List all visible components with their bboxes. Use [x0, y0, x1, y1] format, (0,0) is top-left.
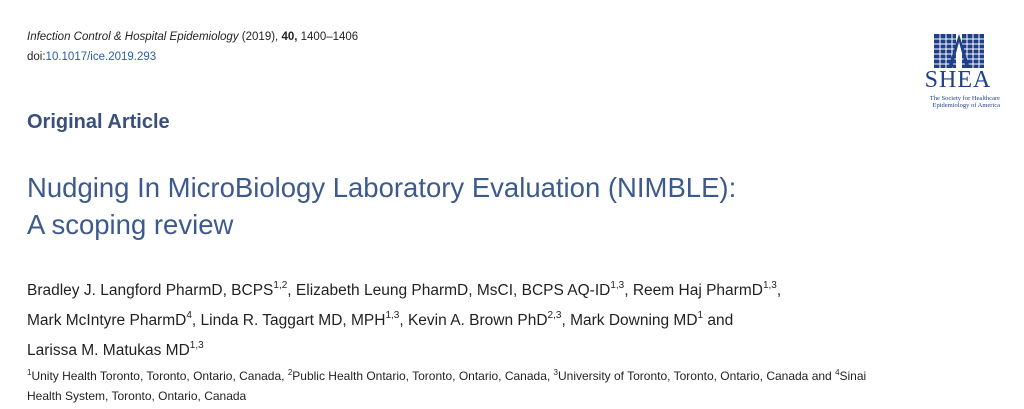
author-list — [27, 277, 987, 367]
journal-name: Infection Control & Hospital Epidemiology — [27, 31, 239, 43]
journal-year: (2019), — [241, 31, 279, 43]
author-affil-sup: 1,3 — [762, 280, 777, 291]
affiliations — [27, 367, 997, 405]
author-affil-sup: 4 — [186, 310, 192, 321]
author-affil-sup: 1,2 — [273, 280, 288, 291]
journal-citation — [27, 31, 358, 43]
author-text: , Reem Haj PharmD — [624, 282, 763, 299]
affil-sup: 2 — [287, 368, 293, 377]
affil-text: University of Toronto, Toronto, Ontario, Canada and — [558, 369, 836, 383]
title-line-1: Nudging In MicroBiology Laboratory Evaluation (NIMBLE): — [27, 172, 737, 203]
author-text: Larissa M. Matukas MD — [27, 342, 190, 359]
affil-text: Unity Health Toronto, Toronto, Ontario, Canada, — [31, 369, 288, 383]
affil-text: Public Health Ontario, Toronto, Ontario, Canada, — [292, 369, 554, 383]
affil-sup: 3 — [553, 368, 558, 377]
doi-link[interactable]: 10.1017/ice.2019.293 — [45, 51, 157, 63]
author-text: Mark McIntyre PharmD — [27, 312, 187, 329]
article-title — [27, 169, 927, 243]
shea-subtitle-line2: Epidemiology of America — [932, 102, 1000, 109]
doi-prefix: doi: — [27, 51, 46, 63]
journal-pages: 1400–1406 — [300, 31, 359, 43]
article-type: Original Article — [27, 111, 170, 133]
affil-text: Sinai — [839, 369, 867, 383]
author-affil-sup: 1 — [697, 310, 704, 321]
affiliation-line-1 — [27, 367, 997, 387]
author-text: , Elizabeth Leung PharmD, MsCI, BCPS AQ-ID — [287, 282, 611, 299]
shea-logo-text: SHEA — [924, 67, 992, 93]
author-line-1 — [27, 277, 987, 307]
author-affil-sup: 2,3 — [547, 310, 562, 321]
author-text: , Mark Downing MD — [561, 312, 698, 329]
author-text: Bradley J. Langford PharmD, BCPS — [27, 282, 274, 299]
author-line-2 — [27, 307, 987, 337]
shea-subtitle-line1: The Society for Healthcare — [929, 95, 1000, 102]
author-affil-sup: 1,3 — [189, 340, 204, 351]
author-text: and — [703, 312, 734, 329]
author-text: , — [776, 282, 782, 299]
shea-logo — [916, 34, 1000, 114]
title-line-2: A scoping review — [27, 209, 234, 240]
author-line-3 — [27, 337, 987, 367]
author-text: , Kevin A. Brown PhD — [399, 312, 548, 329]
shea-logo-grid-icon — [934, 34, 984, 68]
doi-line — [27, 51, 156, 63]
affiliation-line-2: Health System, Toronto, Ontario, Canada — [27, 389, 247, 403]
affil-sup: 4 — [835, 368, 840, 377]
affil-sup: 1 — [27, 368, 32, 377]
author-affil-sup: 1,3 — [610, 280, 625, 291]
author-text: , Linda R. Taggart MD, MPH — [191, 312, 386, 329]
shea-logo-subtitle — [916, 95, 1000, 109]
author-affil-sup: 1,3 — [385, 310, 400, 321]
journal-volume: 40, — [281, 31, 298, 43]
